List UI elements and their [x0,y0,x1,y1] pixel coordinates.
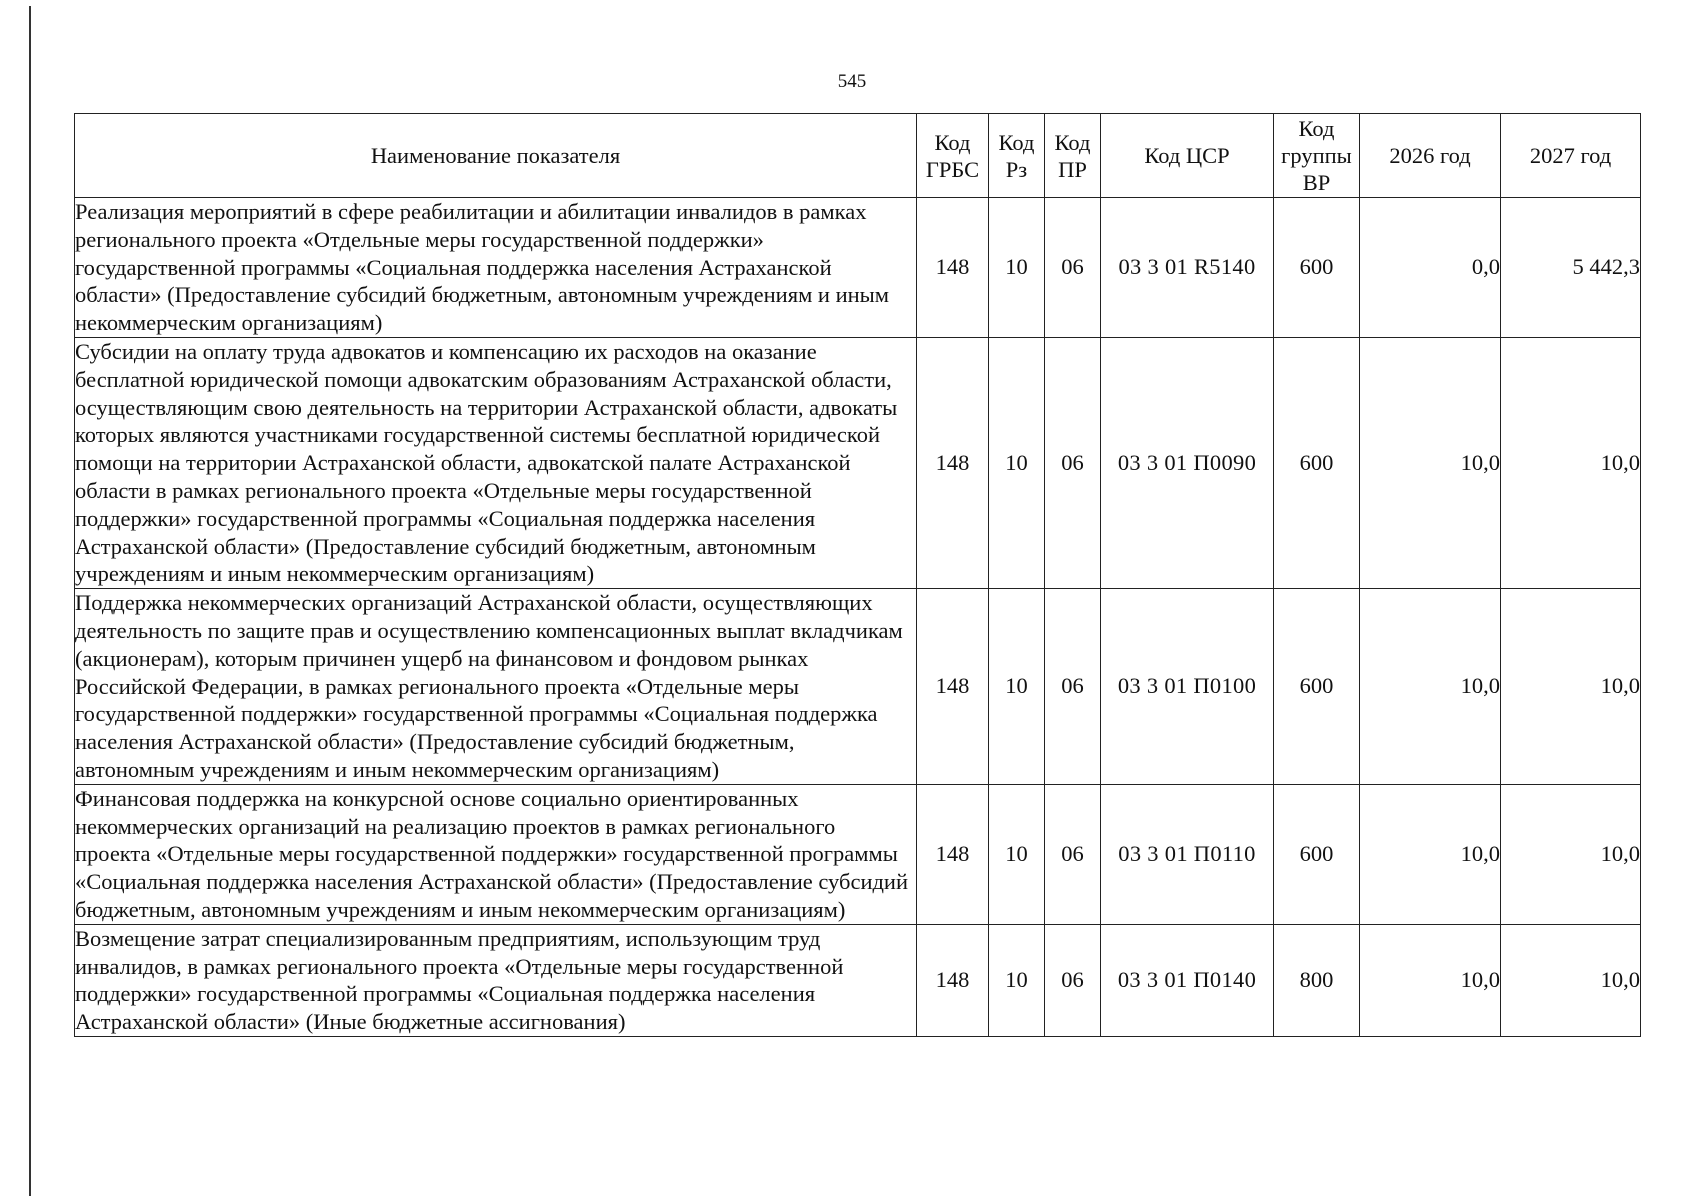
row-csr: 03 3 01 R5140 [1101,198,1274,338]
budget-table [74,113,1641,1037]
table-row [75,337,1641,588]
row-pr: 06 [1045,198,1101,338]
header-csr: Код ЦСР [1101,114,1274,198]
row-vr: 600 [1274,589,1360,785]
table-row [75,589,1641,785]
row-2027: 10,0 [1501,589,1641,785]
row-vr: 600 [1274,784,1360,924]
row-2027: 10,0 [1501,924,1641,1036]
row-grbs: 148 [917,924,989,1036]
row-grbs: 148 [917,589,989,785]
row-grbs: 148 [917,337,989,588]
row-rz: 10 [989,784,1045,924]
row-rz: 10 [989,589,1045,785]
table-header-row [75,114,1641,198]
row-vr: 800 [1274,924,1360,1036]
row-vr: 600 [1274,337,1360,588]
row-name: Субсидии на оплату труда адвокатов и компенсацию их расходов на оказание бесплатной юридической помощи адвокатским образованиям Астраханской области, осуществляющим свою деятельность на территории Астраханской области, адвокаты которых являются участниками государственной системы бесплатной юридической помощи на территории Астраханской области, адвокатской палате Астраханской области в рамках регионального проекта «Отдельные меры государственной поддержки» государственной программы «Социальная поддержка населения Астраханской области» (Предоставление субсидий бюджетным, автономным учреждениям и иным некоммерческим организациям) [75,337,917,588]
row-rz: 10 [989,337,1045,588]
header-pr: Код ПР [1045,114,1101,198]
row-name: Возмещение затрат специализированным предприятиям, использующим труд инвалидов, в рамках регионального проекта «Отдельные меры государственной поддержки» государственной программы «Социальная поддержка населения Астраханской области» (Иные бюджетные ассигнования) [75,924,917,1036]
row-csr: 03 3 01 П0100 [1101,589,1274,785]
row-2026: 0,0 [1360,198,1501,338]
row-csr: 03 3 01 П0140 [1101,924,1274,1036]
header-2027: 2027 год [1501,114,1641,198]
header-grbs: Код ГРБС [917,114,989,198]
row-2026: 10,0 [1360,337,1501,588]
row-pr: 06 [1045,589,1101,785]
row-pr: 06 [1045,337,1101,588]
row-grbs: 148 [917,198,989,338]
left-margin-line [29,6,31,1196]
row-2027: 10,0 [1501,784,1641,924]
row-csr: 03 3 01 П0090 [1101,337,1274,588]
table-row [75,924,1641,1036]
header-rz: Код Рз [989,114,1045,198]
row-vr: 600 [1274,198,1360,338]
header-vr: Код группы ВР [1274,114,1360,198]
row-2027: 10,0 [1501,337,1641,588]
row-2027: 5 442,3 [1501,198,1641,338]
header-name: Наименование показателя [75,114,917,198]
row-2026: 10,0 [1360,784,1501,924]
row-rz: 10 [989,924,1045,1036]
row-name: Реализация мероприятий в сфере реабилитации и абилитации инвалидов в рамках регионального проекта «Отдельные меры государственной поддержки» государственной программы «Социальная поддержка населения Астраханской области» (Предоставление субсидий бюджетным, автономным учреждениям и иным некоммерческим организациям) [75,198,917,338]
row-2026: 10,0 [1360,589,1501,785]
table-row [75,198,1641,338]
table-row [75,784,1641,924]
row-csr: 03 3 01 П0110 [1101,784,1274,924]
page-number: 545 [837,71,867,92]
row-name: Поддержка некоммерческих организаций Астраханской области, осуществляющих деятельность по защите прав и осуществлению компенсационных выплат вкладчикам (акционерам), которым причинен ущерб на финансовом и фондовом рынках Российской Федерации, в рамках регионального проекта «Отдельные меры государственной поддержки» государственной программы «Социальная поддержка населения Астраханской области» (Предоставление субсидий бюджетным, автономным учреждениям и иным некоммерческим организациям) [75,589,917,785]
row-grbs: 148 [917,784,989,924]
row-pr: 06 [1045,924,1101,1036]
row-pr: 06 [1045,784,1101,924]
row-rz: 10 [989,198,1045,338]
row-2026: 10,0 [1360,924,1501,1036]
row-name: Финансовая поддержка на конкурсной основе социально ориентированных некоммерческих организаций на реализацию проектов в рамках регионального проекта «Отдельные меры государственной поддержки» государственной программы «Социальная поддержка населения Астраханской области» (Предоставление субсидий бюджетным, автономным учреждениям и иным некоммерческим организациям) [75,784,917,924]
header-2026: 2026 год [1360,114,1501,198]
